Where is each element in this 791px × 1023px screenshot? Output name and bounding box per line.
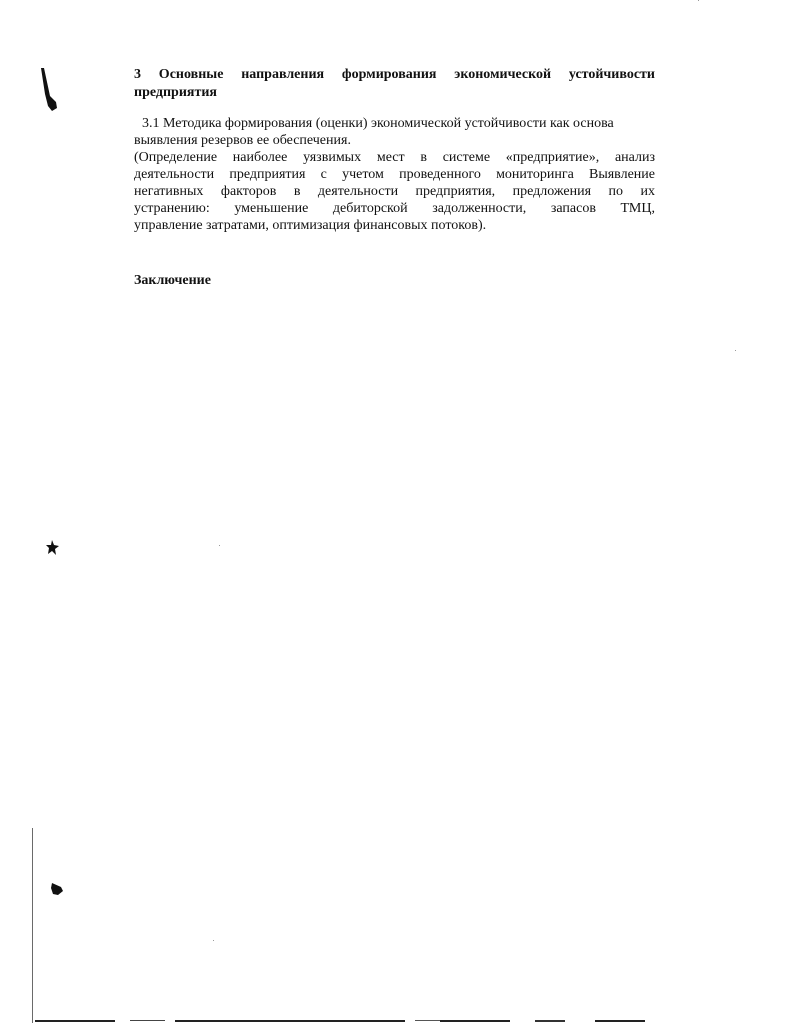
scan-speck: [213, 940, 214, 941]
subsection-title-line: выявления резервов ее обеспечения.: [134, 133, 351, 148]
section-heading-line: 3 Основные направления формирования экономической устойчивости: [134, 67, 655, 82]
description-line: негативных факторов в деятельности предприятия, предложения по их: [134, 184, 655, 199]
scan-speck: [219, 545, 220, 546]
section-heading: [134, 66, 655, 102]
document-body: [134, 66, 655, 234]
scan-speck: [735, 350, 736, 351]
scan-mark-dot: [50, 882, 64, 896]
scan-mark-star: [46, 540, 60, 556]
section-heading-line: предприятия: [134, 85, 217, 100]
conclusion-heading: Заключение: [134, 273, 211, 288]
scan-speck: [698, 0, 699, 1]
description-line: управление затратами, оптимизация финансовых потоков).: [134, 218, 487, 233]
scan-edge-line: [32, 828, 33, 1023]
description-line: (Определение наиболее уязвимых мест в системе «предприятие», анализ: [134, 150, 655, 165]
subsection-title: [134, 115, 655, 149]
description-line: устранению: уменьшение дебиторской задолженности, запасов ТМЦ,: [134, 201, 655, 216]
subsection-title-line: 3.1 Методика формирования (оценки) экономической устойчивости как основа: [142, 116, 614, 131]
description-paragraph: [134, 149, 655, 234]
description-line: деятельности предприятия с учетом проведенного мониторинга Выявление: [134, 167, 655, 182]
scan-bottom-edge: [35, 1019, 645, 1022]
scan-mark-top: [38, 66, 60, 112]
